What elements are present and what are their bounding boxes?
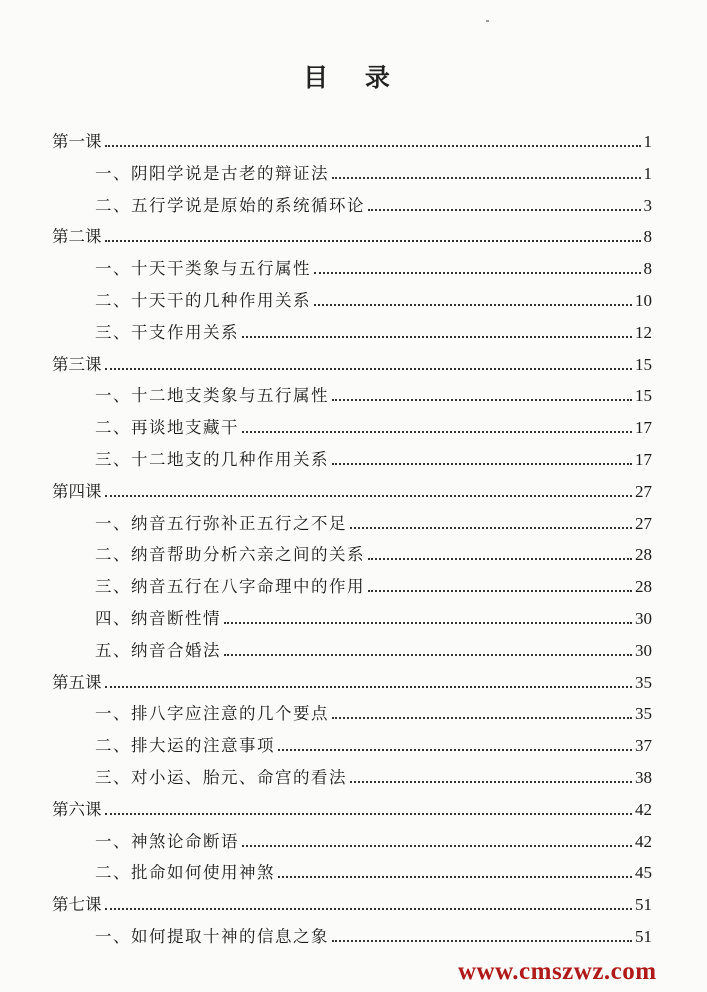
toc-page-number: 45 [635, 863, 652, 883]
toc-section-row[interactable] [95, 376, 652, 406]
toc-chapter-row[interactable] [52, 790, 652, 820]
toc-chapter-row[interactable] [52, 345, 652, 375]
toc-entry-title: 二、再谈地支藏干 [95, 418, 239, 438]
toc-section-row[interactable] [95, 154, 652, 184]
toc-chapter-row[interactable] [52, 217, 652, 247]
toc-page-number: 28 [635, 545, 652, 565]
toc-entry-title: 二、批命如何使用神煞 [95, 863, 275, 883]
toc-page-number: 37 [635, 736, 652, 756]
toc-entry-title: 第七课 [52, 895, 102, 915]
watermark-url: www.cmszwz.com [458, 958, 657, 985]
dot-leader [224, 654, 632, 656]
toc-page-number: 12 [635, 322, 652, 342]
toc-page-number: 30 [635, 640, 652, 660]
dot-leader [314, 304, 632, 306]
dot-leader [105, 368, 633, 370]
dot-leader [224, 622, 632, 624]
toc-section-row[interactable] [95, 853, 652, 883]
toc-page-number: 3 [643, 195, 652, 215]
toc-entry-title: 二、五行学说是原始的系统循环论 [95, 195, 365, 215]
toc-section-row[interactable] [95, 917, 652, 947]
toc-page-number: 51 [635, 895, 652, 915]
toc-entry-title: 五、纳音合婚法 [95, 640, 221, 660]
toc-section-row[interactable] [95, 535, 652, 565]
toc-section-row[interactable] [95, 313, 652, 343]
toc-entry-title: 一、如何提取十神的信息之象 [95, 927, 329, 946]
toc-entry-title: 一、十天干类象与五行属性 [95, 259, 311, 279]
toc-entry-title: 一、阴阳学说是古老的辩证法 [95, 163, 329, 183]
toc-entry-title: 一、神煞论命断语 [95, 831, 239, 851]
dot-leader [332, 717, 632, 719]
toc-chapter-row[interactable] [52, 122, 652, 152]
toc-section-row[interactable] [95, 249, 652, 279]
toc-section-row[interactable] [95, 186, 652, 216]
dot-leader [105, 240, 641, 242]
toc-entry-title: 第六课 [52, 799, 102, 819]
toc-section-row[interactable] [95, 599, 652, 629]
toc-entry-title: 一、纳音五行弥补正五行之不足 [95, 513, 347, 533]
toc-page-number: 15 [635, 386, 652, 406]
toc-section-row[interactable] [95, 408, 652, 438]
toc-page-number: 38 [635, 768, 652, 787]
toc-section-row[interactable] [95, 726, 652, 756]
dot-leader [242, 845, 632, 847]
dot-leader [332, 463, 632, 465]
toc-entry-title: 第三课 [52, 354, 102, 374]
toc-page-number: 30 [635, 609, 652, 628]
dot-leader [242, 336, 632, 338]
toc-page-number: 27 [635, 513, 652, 533]
toc-chapter-row[interactable] [52, 472, 652, 502]
toc-page-number: 42 [635, 799, 652, 819]
dot-leader [314, 272, 641, 274]
dot-leader [278, 749, 632, 751]
toc-section-row[interactable] [95, 440, 652, 470]
toc-entry-title: 二、纳音帮助分析六亲之间的关系 [95, 545, 365, 565]
toc-page-number: 1 [643, 132, 652, 151]
toc-entry-title: 三、十二地支的几种作用关系 [95, 450, 329, 469]
toc-section-row[interactable] [95, 504, 652, 534]
toc-section-row[interactable] [95, 631, 652, 661]
dot-leader [332, 940, 632, 942]
toc-entry-title: 二、十天干的几种作用关系 [95, 291, 311, 310]
toc-section-row[interactable] [95, 822, 652, 852]
toc-entry-title: 一、十二地支类象与五行属性 [95, 386, 329, 406]
toc-page-number: 17 [635, 450, 652, 469]
dot-leader [105, 145, 641, 147]
toc-page-number: 17 [635, 418, 652, 438]
dot-leader [105, 495, 633, 497]
toc-entry-title: 二、排大运的注意事项 [95, 736, 275, 756]
toc-page-number: 28 [635, 577, 652, 597]
toc-section-row[interactable] [95, 694, 652, 724]
scan-speck [486, 20, 489, 22]
dot-leader [368, 558, 632, 560]
toc-entry-title: 三、干支作用关系 [95, 322, 239, 342]
toc-entry-title: 第五课 [52, 672, 102, 692]
dot-leader [368, 209, 641, 211]
toc-section-row[interactable] [95, 758, 652, 788]
dot-leader [105, 908, 633, 910]
toc-entry-title: 三、纳音五行在八字命理中的作用 [95, 577, 365, 597]
dot-leader [350, 781, 632, 783]
dot-leader [350, 527, 632, 529]
dot-leader [105, 813, 633, 815]
toc-page-number: 1 [643, 163, 652, 183]
toc-entry-title: 四、纳音断性情 [95, 609, 221, 628]
toc-page-number: 15 [635, 354, 652, 374]
dot-leader [368, 590, 632, 592]
toc-page-number: 42 [635, 831, 652, 851]
toc-entry-title: 第二课 [52, 227, 102, 247]
toc-page-number: 27 [635, 481, 652, 501]
toc-section-row[interactable] [95, 567, 652, 597]
toc-page-number: 8 [643, 259, 652, 279]
toc-page-number: 35 [635, 672, 652, 692]
toc-page-number: 10 [635, 291, 652, 310]
dot-leader [105, 686, 633, 688]
toc-entry-title: 第四课 [52, 481, 102, 501]
toc-entry-title: 一、排八字应注意的几个要点 [95, 704, 329, 724]
toc-page-number: 51 [635, 927, 652, 946]
toc-section-row[interactable] [95, 281, 652, 311]
dot-leader [332, 399, 632, 401]
page-title: 目 录 [303, 63, 404, 92]
toc-chapter-row[interactable] [52, 663, 652, 693]
toc-chapter-row[interactable] [52, 885, 652, 915]
dot-leader [242, 431, 632, 433]
toc-entry-title: 第一课 [52, 132, 102, 151]
toc-page-number: 8 [643, 227, 652, 247]
toc-entry-title: 三、对小运、胎元、命宫的看法 [95, 768, 347, 787]
toc-page-number: 35 [635, 704, 652, 724]
dot-leader [278, 876, 632, 878]
dot-leader [332, 177, 641, 179]
